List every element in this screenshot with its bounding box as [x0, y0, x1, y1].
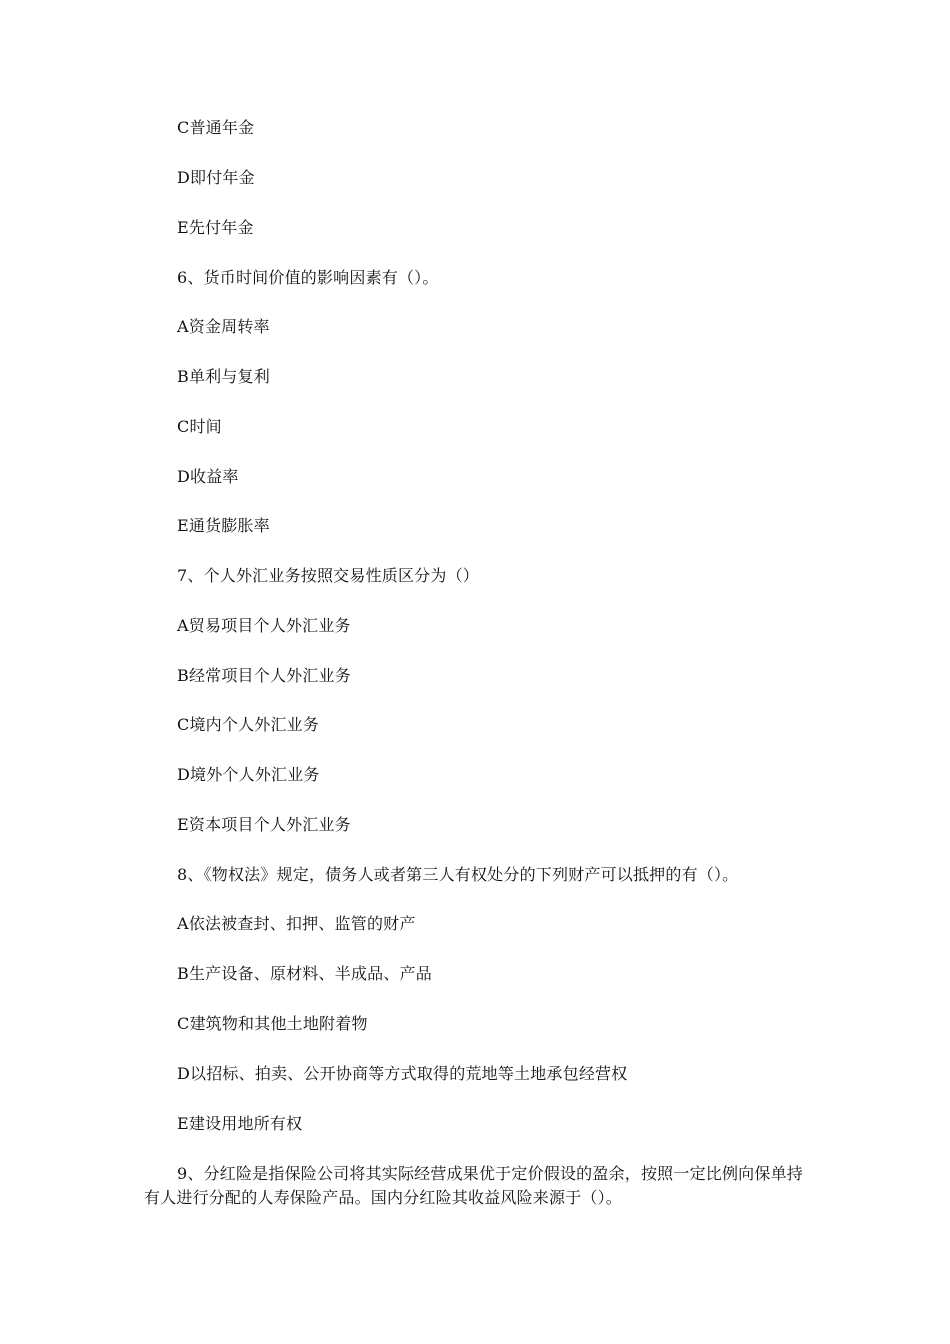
option-7b: B经常项目个人外汇业务 — [177, 666, 351, 685]
option-6e: E通货膨胀率 — [177, 516, 270, 535]
question-7: 7、个人外汇业务按照交易性质区分为（） — [177, 566, 479, 585]
option-7e: E资本项目个人外汇业务 — [177, 815, 351, 834]
option-7d: D境外个人外汇业务 — [177, 765, 320, 784]
option-7a: A贸易项目个人外汇业务 — [177, 616, 351, 635]
option-8b: B生产设备、原材料、半成品、产品 — [177, 964, 432, 983]
option-6b: B单利与复利 — [177, 367, 270, 386]
option-8e: E建设用地所有权 — [177, 1114, 303, 1133]
option-8c: C建筑物和其他土地附着物 — [177, 1014, 368, 1033]
option-8a: A依法被查封、扣押、监管的财产 — [177, 914, 416, 933]
option-5d: D即付年金 — [177, 168, 255, 187]
option-8d: D以招标、拍卖、公开协商等方式取得的荒地等土地承包经营权 — [177, 1064, 628, 1083]
option-7c: C境内个人外汇业务 — [177, 715, 320, 734]
option-6d: D收益率 — [177, 467, 239, 486]
option-6a: A资金周转率 — [177, 317, 270, 336]
question-9: 9、分红险是指保险公司将其实际经营成果优于定价假设的盈余，按照一定比例向保单持有人进行分配的人寿保险产品。国内分红险其收益风险来源于（）。 — [144, 1164, 803, 1207]
option-5e: E先付年金 — [177, 218, 254, 237]
option-5c: C普通年金 — [177, 118, 255, 137]
option-6c: C时间 — [177, 417, 222, 436]
question-6: 6、货币时间价值的影响因素有（）。 — [177, 268, 439, 287]
question-8: 8、《物权法》规定，债务人或者第三人有权处分的下列财产可以抵押的有（）。 — [177, 865, 739, 884]
